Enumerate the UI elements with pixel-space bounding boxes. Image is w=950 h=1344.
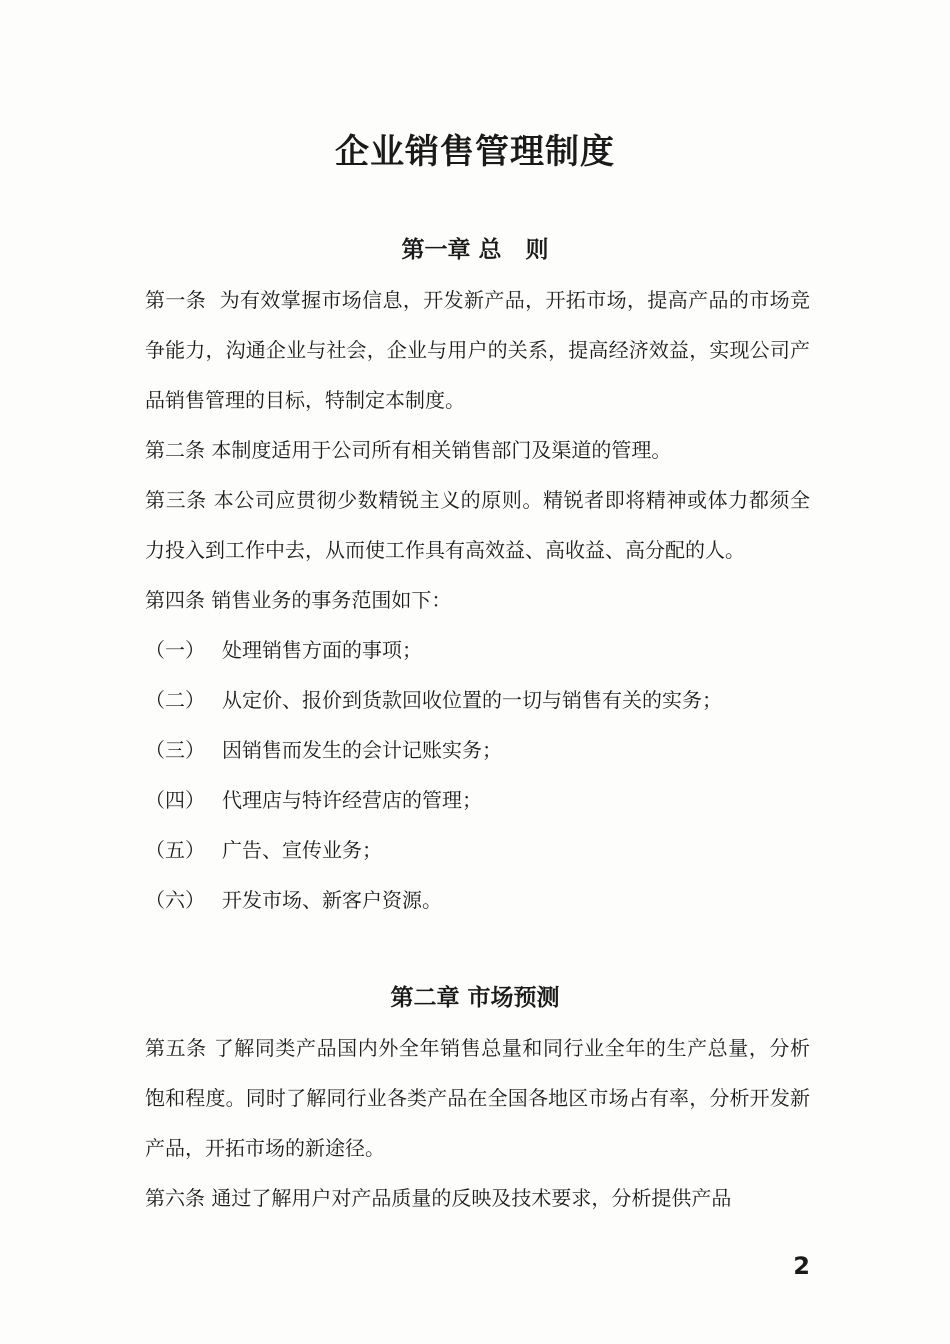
article-6-text: 通过了解用户对产品质量的反映及技术要求，分析提供产品	[211, 1186, 732, 1210]
list-item	[145, 825, 810, 875]
list-item	[145, 675, 810, 725]
list-item-number: （三）	[145, 738, 205, 762]
article-1-label: 第一条	[145, 288, 220, 312]
chapter-2-heading: 第二章 市场预测	[390, 985, 560, 1011]
list-item	[145, 625, 810, 675]
list-item-number: （五）	[145, 838, 205, 862]
article-5-label: 第五条	[145, 1036, 214, 1060]
chapter-1-heading: 第一章 总 则	[401, 237, 549, 263]
chapter-2-body	[145, 1023, 810, 1223]
list-item-number: （一）	[145, 638, 205, 662]
article-4-label: 第四条	[145, 588, 212, 612]
list-item-text: 处理销售方面的事项；	[222, 638, 422, 662]
article-4	[145, 575, 810, 625]
article-3	[145, 475, 810, 575]
list-item-text: 代理店与特许经营店的管理；	[222, 788, 482, 812]
list-item-text: 从定价、报价到货款回收位置的一切与销售有关的实务；	[222, 688, 722, 712]
list-item-text: 广告、宣传业务；	[222, 838, 382, 862]
article-2	[145, 425, 810, 475]
article-6	[145, 1173, 810, 1223]
article-6-label: 第六条	[145, 1186, 212, 1210]
list-item-text: 因销售而发生的会计记账实务；	[222, 738, 502, 762]
article-1	[145, 275, 810, 425]
document-title: 企业销售管理制度	[335, 132, 615, 172]
list-item-number: （二）	[145, 688, 205, 712]
article-5	[145, 1023, 810, 1173]
article-2-text: 本制度适用于公司所有相关销售部门及渠道的管理。	[211, 438, 672, 462]
list-item	[145, 775, 810, 825]
page-number: 2	[793, 1252, 810, 1280]
article-2-label: 第二条	[145, 438, 212, 462]
chapter-1-body	[145, 275, 810, 925]
article-1-text: 为有效掌握市场信息，开发新产品，开拓市场，提高产品的市场竞争能力，沟通企业与社会，企业与用户的关系，提高经济效益，实现公司产品销售管理的目标，特制定本制度。	[145, 288, 810, 412]
list-item-number: （四）	[145, 788, 205, 812]
article-4-text: 销售业务的事务范围如下：	[211, 588, 452, 612]
list-item-text: 开发市场、新客户资源。	[222, 888, 442, 912]
article-3-label: 第三条	[145, 488, 214, 512]
article-5-text: 了解同类产品国内外全年销售总量和同行业全年的生产总量，分析饱和程度。同时了解同行业各类产品在全国各地区市场占有率，分析开发新产品，开拓市场的新途径。	[145, 1036, 810, 1160]
list-item	[145, 725, 810, 775]
list-item-number: （六）	[145, 888, 205, 912]
list-item	[145, 875, 810, 925]
article-3-text: 本公司应贯彻少数精锐主义的原则。精锐者即将精神或体力都须全力投入到工作中去，从而使工作具有高效益、高收益、高分配的人。	[145, 488, 810, 562]
